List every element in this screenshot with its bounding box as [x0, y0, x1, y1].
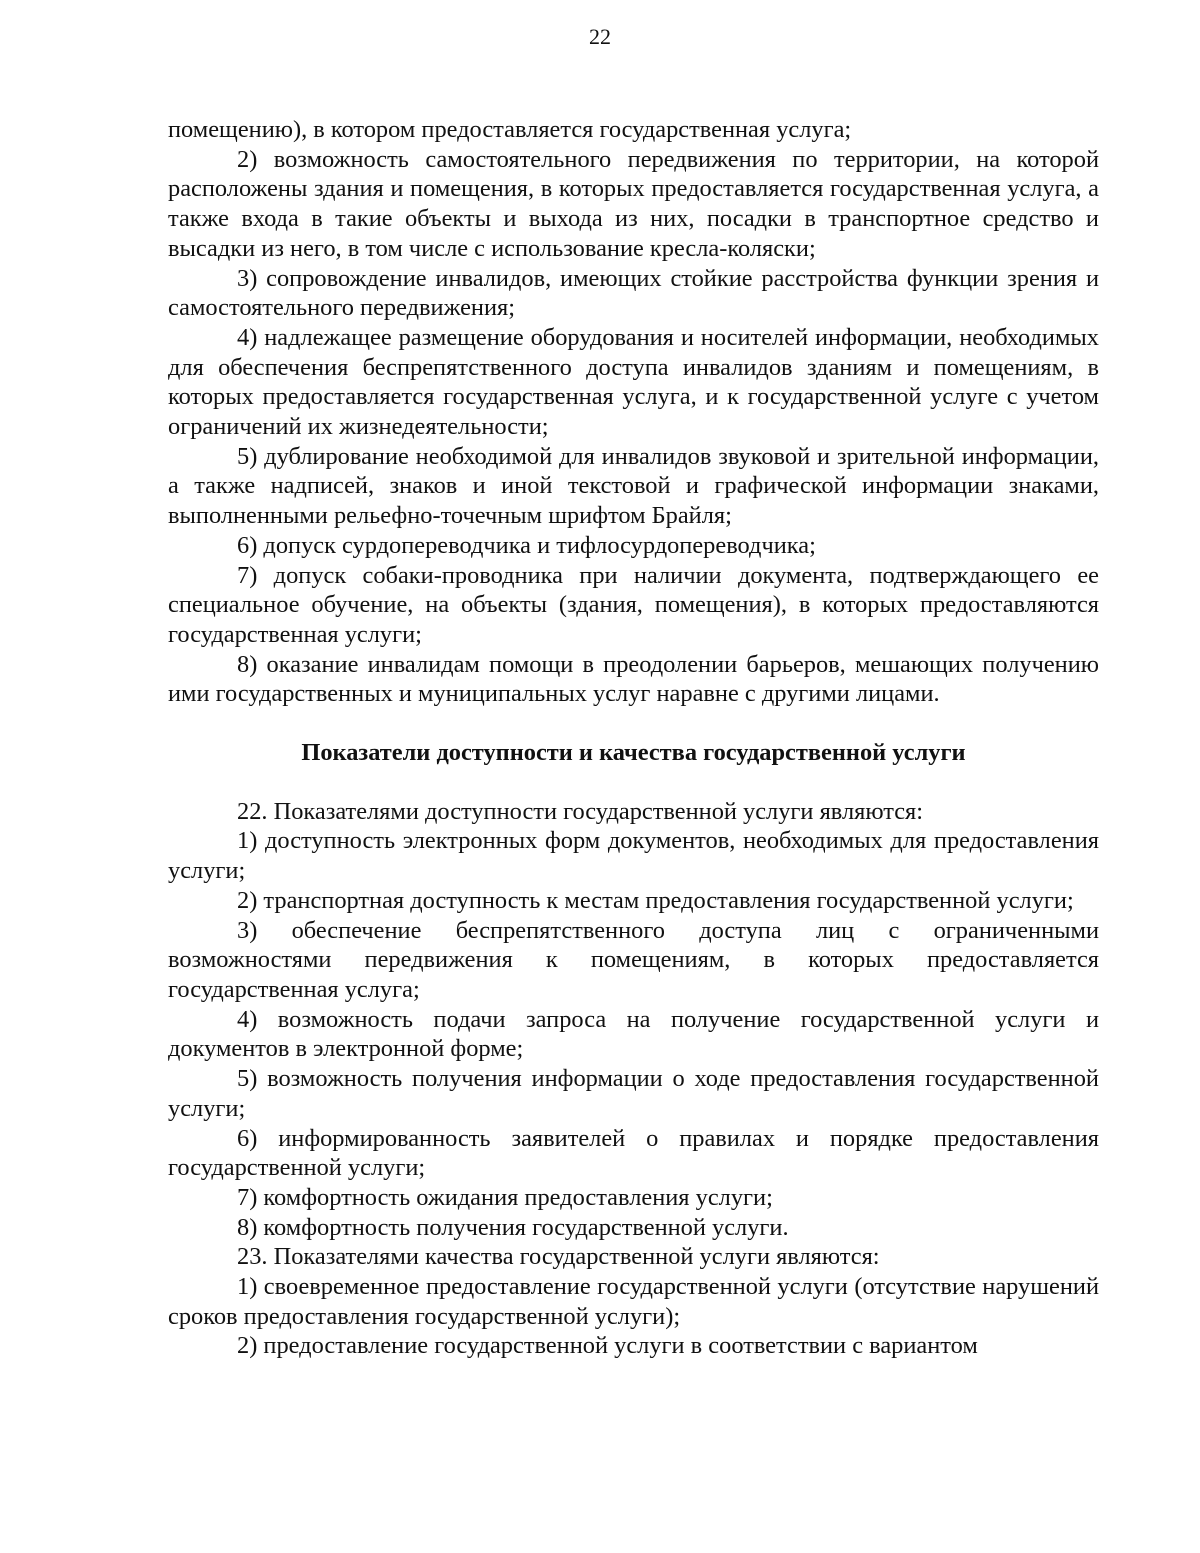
list-item-1: 1) своевременное предоставление государственной услуги (отсутствие нарушений сроков предоставления государственной услуги); [168, 1273, 1099, 1330]
list-item-3: 3) сопровождение инвалидов, имеющих стойкие расстройства функции зрения и самостоятельного передвижения; [168, 264, 1099, 322]
list-item-3: 3) обеспечение беспрепятственного доступа лиц с ограниченными возможностями передвижения к помещениям, в которых предоставляется государственная услуга; [168, 916, 1099, 1003]
list-item-1: 1) доступность электронных форм документов, необходимых для предоставления услуги; [168, 827, 1099, 885]
list-item-2: 2) транспортная доступность к местам предоставления государственной услуги; [237, 886, 1074, 914]
list-item-5: 5) возможность получения информации о ходе предоставления государственной услуги; [168, 1065, 1099, 1122]
list-item-4: 4) возможность подачи запроса на получение государственной услуги и документов в электронной форме; [168, 1005, 1099, 1063]
list-item-8: 8) комфортность получения государственной услуги. [237, 1213, 789, 1241]
list-item-5: 5) дублирование необходимой для инвалидов звуковой и зрительной информации, а также надписей, знаков и иной текстовой и графической информации знаками, выполненными рельефно-точечным шрифтом Брайля; [168, 442, 1099, 530]
list-item-2: 2) предоставление государственной услуги в соответствии с вариантом [237, 1332, 978, 1360]
document-body [168, 115, 1099, 1361]
clause-23: 23. Показателями качества государственной услуги являются: [237, 1243, 880, 1271]
clause-22: 22. Показателями доступности государственной услуги являются: [237, 797, 924, 825]
page-number: 22 [589, 24, 611, 49]
section-heading: Показатели доступности и качества государственной услуги [301, 739, 966, 767]
list-item-2: 2) возможность самостоятельного передвижения по территории, на которой расположены здания и помещения, в которых предоставляется государственная услуга, а также входа в такие объекты и выхода из них, посадки в транспортное средство и высадки из него, в том числе с использование кресла-коляски; [168, 145, 1099, 262]
list-item-7: 7) комфортность ожидания предоставления услуги; [237, 1183, 773, 1211]
paragraph-continuation: помещению), в котором предоставляется государственная услуга; [168, 116, 852, 143]
list-item-6: 6) допуск сурдопереводчика и тифлосурдопереводчика; [237, 531, 816, 559]
list-item-4: 4) надлежащее размещение оборудования и носителей информации, необходимых для обеспечения беспрепятственного доступа инвалидов зданиям и помещениям, в которых предоставляется государственная услуга, и к государственной услуге с учетом ограничений их жизнедеятельности; [168, 323, 1099, 441]
list-item-6: 6) информированность заявителей о правилах и порядке предоставления государственной услуги; [168, 1124, 1099, 1182]
list-item-8: 8) оказание инвалидам помощи в преодолении барьеров, мешающих получению ими государственных и муниципальных услуг наравне с другими лицами. [168, 650, 1099, 708]
list-item-7: 7) допуск собаки-проводника при наличии документа, подтверждающего ее специальное обучение, на объекты (здания, помещения), в которых предоставляются государственная услуги; [168, 561, 1099, 648]
